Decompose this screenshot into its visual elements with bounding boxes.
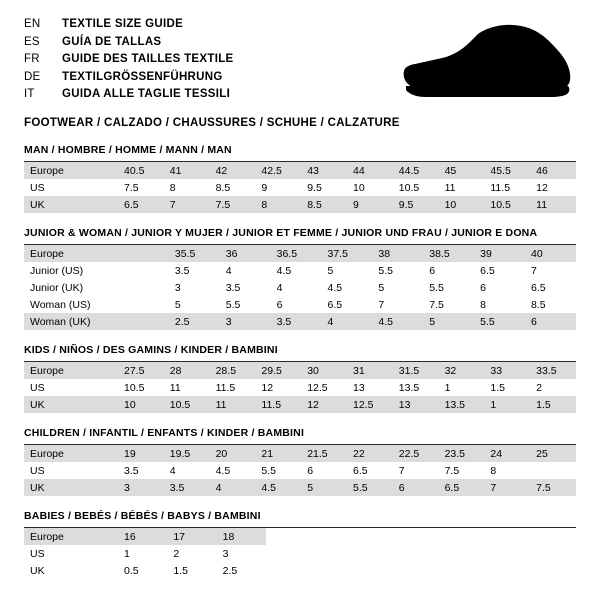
cell: 19.5 xyxy=(164,445,210,462)
row-label: UK xyxy=(24,479,118,496)
table-row xyxy=(24,196,576,213)
cell: 1 xyxy=(484,396,530,413)
cell: 1.5 xyxy=(530,396,576,413)
cell: 31 xyxy=(347,362,393,379)
cell: 37.5 xyxy=(322,245,373,262)
cell: 10.5 xyxy=(164,396,210,413)
table-row xyxy=(24,479,576,496)
language-title: GUIDA ALLE TAGLIE TESSILI xyxy=(62,88,231,100)
size-table-children xyxy=(24,445,576,496)
cell: 21.5 xyxy=(301,445,347,462)
cell: 33 xyxy=(484,362,530,379)
size-table-kids xyxy=(24,362,576,413)
row-label: Junior (UK) xyxy=(24,279,118,296)
cell: 3 xyxy=(220,313,271,330)
table-row xyxy=(24,379,576,396)
cell: 1 xyxy=(439,379,485,396)
row-label: US xyxy=(24,545,118,562)
cell: 12.5 xyxy=(347,396,393,413)
table-row xyxy=(24,162,576,179)
language-code: ES xyxy=(24,35,40,48)
cell: 7.5 xyxy=(423,296,474,313)
section-children xyxy=(24,427,576,496)
row-label: US xyxy=(24,179,118,196)
cell: 44 xyxy=(347,162,393,179)
cell: 2 xyxy=(530,379,576,396)
cell: 45 xyxy=(439,162,485,179)
cell: 12 xyxy=(255,379,301,396)
cell: 5.5 xyxy=(474,313,525,330)
cell: 7 xyxy=(525,262,576,279)
cell: 4.5 xyxy=(255,479,301,496)
cell: 39 xyxy=(474,245,525,262)
cell: 40.5 xyxy=(118,162,164,179)
cell: 24 xyxy=(484,445,530,462)
section-title: MAN / HOMBRE / HOMME / MANN / MAN xyxy=(24,144,576,162)
language-code: IT xyxy=(24,88,35,100)
cell: 3.5 xyxy=(164,479,210,496)
cell: 11 xyxy=(164,379,210,396)
cell: 23.5 xyxy=(439,445,485,462)
language-title: GUÍA DE TALLAS xyxy=(62,35,162,48)
cell: 22.5 xyxy=(393,445,439,462)
cell: 10.5 xyxy=(484,196,530,213)
size-table-babies xyxy=(24,528,266,579)
cell: 1 xyxy=(118,545,167,562)
cell: 35.5 xyxy=(169,245,220,262)
cell: 7.5 xyxy=(530,479,576,496)
cell: 29.5 xyxy=(255,362,301,379)
row-label: Junior (US) xyxy=(24,262,118,279)
cell: 10.5 xyxy=(118,379,164,396)
cell: 6 xyxy=(474,279,525,296)
cell: 10.5 xyxy=(393,179,439,196)
section-babies xyxy=(24,510,576,579)
cell: 12.5 xyxy=(301,379,347,396)
cell: 5 xyxy=(169,296,220,313)
cell: 11.5 xyxy=(255,396,301,413)
cell: 8.5 xyxy=(301,196,347,213)
cell: 10 xyxy=(439,196,485,213)
cell: 6 xyxy=(301,462,347,479)
cell: 38.5 xyxy=(423,245,474,262)
cell: 5.5 xyxy=(423,279,474,296)
cell: 18 xyxy=(217,528,266,545)
cell: 45.5 xyxy=(484,162,530,179)
cell: 8 xyxy=(484,462,530,479)
cell: 19 xyxy=(118,445,164,462)
language-code: EN xyxy=(24,18,41,30)
cell: 31.5 xyxy=(393,362,439,379)
cell: 3 xyxy=(118,479,164,496)
cell: 3 xyxy=(217,545,266,562)
cell: 10 xyxy=(118,396,164,413)
row-label: US xyxy=(24,462,118,479)
table-row xyxy=(24,262,576,279)
cell: 6 xyxy=(271,296,322,313)
cell xyxy=(118,313,169,330)
table-row xyxy=(24,396,576,413)
cell: 4 xyxy=(271,279,322,296)
cell: 7 xyxy=(484,479,530,496)
cell: 36 xyxy=(220,245,271,262)
cell: 1.5 xyxy=(167,562,216,579)
document-header xyxy=(24,18,576,130)
cell: 13 xyxy=(393,396,439,413)
row-label: Woman (US) xyxy=(24,296,118,313)
cell: 8 xyxy=(164,179,210,196)
cell: 11 xyxy=(210,396,256,413)
cell: 8 xyxy=(474,296,525,313)
cell: 6 xyxy=(393,479,439,496)
section-title: CHILDREN / INFANTIL / ENFANTS / KINDER / BAMBINI xyxy=(24,427,576,445)
language-title: TEXTILE SIZE GUIDE xyxy=(62,18,184,30)
row-label: Europe xyxy=(24,245,118,262)
cell: 12 xyxy=(530,179,576,196)
cell: 33.5 xyxy=(530,362,576,379)
cell: 25 xyxy=(530,445,576,462)
cell: 8.5 xyxy=(525,296,576,313)
cell: 16 xyxy=(118,528,167,545)
cell: 21 xyxy=(255,445,301,462)
cell: 5.5 xyxy=(255,462,301,479)
cell: 8.5 xyxy=(210,179,256,196)
cell: 12 xyxy=(301,396,347,413)
cell xyxy=(118,279,169,296)
row-label: Woman (UK) xyxy=(24,313,118,330)
cell: 32 xyxy=(439,362,485,379)
cell: 11 xyxy=(530,196,576,213)
cell: 4 xyxy=(220,262,271,279)
cell: 6.5 xyxy=(322,296,373,313)
cell: 6.5 xyxy=(474,262,525,279)
row-label: UK xyxy=(24,562,118,579)
cell: 5 xyxy=(423,313,474,330)
row-label: Europe xyxy=(24,162,118,179)
cell: 4 xyxy=(322,313,373,330)
cell: 5 xyxy=(372,279,423,296)
category-line: FOOTWEAR / CALZADO / CHAUSSURES / SCHUHE / CALZATURE xyxy=(24,116,400,129)
table-row xyxy=(24,462,576,479)
section-junior-woman xyxy=(24,227,576,330)
section-title: KIDS / NIÑOS / DES GAMINS / KINDER / BAMBINI xyxy=(24,344,576,362)
cell: 9 xyxy=(255,179,301,196)
cell: 3.5 xyxy=(169,262,220,279)
cell: 5.5 xyxy=(347,479,393,496)
cell: 3.5 xyxy=(271,313,322,330)
table-row xyxy=(24,528,266,545)
cell: 7 xyxy=(372,296,423,313)
cell: 11 xyxy=(439,179,485,196)
language-title: TEXTILGRÖSSENFÜHRUNG xyxy=(62,70,223,83)
row-label: US xyxy=(24,379,118,396)
language-title: GUIDE DES TAILLES TEXTILE xyxy=(62,53,234,65)
cell: 28 xyxy=(164,362,210,379)
cell: 11.5 xyxy=(210,379,256,396)
cell: 27.5 xyxy=(118,362,164,379)
cell: 3.5 xyxy=(118,462,164,479)
table-row xyxy=(24,179,576,196)
row-label: Europe xyxy=(24,528,118,545)
table-row xyxy=(24,279,576,296)
size-table-junior-woman xyxy=(24,245,576,330)
table-row xyxy=(24,313,576,330)
cell: 6.5 xyxy=(347,462,393,479)
cell: 42.5 xyxy=(255,162,301,179)
row-label: UK xyxy=(24,396,118,413)
cell xyxy=(118,262,169,279)
cell: 1.5 xyxy=(484,379,530,396)
cell: 38 xyxy=(372,245,423,262)
cell: 7 xyxy=(393,462,439,479)
cell: 42 xyxy=(210,162,256,179)
cell: 5 xyxy=(301,479,347,496)
cell: 20 xyxy=(210,445,256,462)
cell: 3 xyxy=(169,279,220,296)
cell: 36.5 xyxy=(271,245,322,262)
cell: 2.5 xyxy=(217,562,266,579)
cell: 3.5 xyxy=(220,279,271,296)
cell: 5 xyxy=(322,262,373,279)
cell: 5.5 xyxy=(372,262,423,279)
language-code: FR xyxy=(24,53,40,65)
cell: 4.5 xyxy=(372,313,423,330)
cell: 28.5 xyxy=(210,362,256,379)
cell: 17 xyxy=(167,528,216,545)
cell: 10 xyxy=(347,179,393,196)
table-row xyxy=(24,545,266,562)
table-row xyxy=(24,362,576,379)
cell: 4 xyxy=(210,479,256,496)
cell: 6 xyxy=(525,313,576,330)
cell: 30 xyxy=(301,362,347,379)
cell: 8 xyxy=(255,196,301,213)
cell: 2.5 xyxy=(169,313,220,330)
cell: 13 xyxy=(347,379,393,396)
cell: 4.5 xyxy=(210,462,256,479)
table-row xyxy=(24,445,576,462)
row-label: Europe xyxy=(24,362,118,379)
language-code: DE xyxy=(24,70,41,83)
cell: 6.5 xyxy=(439,479,485,496)
cell: 7.5 xyxy=(439,462,485,479)
table-row xyxy=(24,296,576,313)
section-title: JUNIOR & WOMAN / JUNIOR Y MUJER / JUNIOR ET FEMME / JUNIOR UND FRAU / JUNIOR E DONA xyxy=(24,227,576,245)
row-label: Europe xyxy=(24,445,118,462)
cell: 6.5 xyxy=(118,196,164,213)
cell: 4 xyxy=(164,462,210,479)
cell: 4.5 xyxy=(271,262,322,279)
cell: 7.5 xyxy=(118,179,164,196)
cell: 7.5 xyxy=(210,196,256,213)
section-man xyxy=(24,144,576,213)
cell xyxy=(530,462,576,479)
cell: 0.5 xyxy=(118,562,167,579)
cell: 41 xyxy=(164,162,210,179)
cell: 9.5 xyxy=(301,179,347,196)
cell: 43 xyxy=(301,162,347,179)
cell: 46 xyxy=(530,162,576,179)
table-row xyxy=(24,245,576,262)
cell: 9 xyxy=(347,196,393,213)
size-table-man xyxy=(24,162,576,213)
cell: 2 xyxy=(167,545,216,562)
table-row xyxy=(24,562,266,579)
section-title: BABIES / BEBÉS / BÉBÉS / BABYS / BAMBINI xyxy=(24,510,576,528)
cell: 7 xyxy=(164,196,210,213)
cell: 6.5 xyxy=(525,279,576,296)
section-kids xyxy=(24,344,576,413)
cell: 6 xyxy=(423,262,474,279)
cell: 40 xyxy=(525,245,576,262)
cell: 22 xyxy=(347,445,393,462)
cell: 13.5 xyxy=(393,379,439,396)
cell xyxy=(118,245,169,262)
cell: 9.5 xyxy=(393,196,439,213)
cell: 4.5 xyxy=(322,279,373,296)
cell: 11.5 xyxy=(484,179,530,196)
cell xyxy=(118,296,169,313)
row-label: UK xyxy=(24,196,118,213)
cell: 5.5 xyxy=(220,296,271,313)
dress-shoe-silhouette-icon xyxy=(382,24,572,106)
cell: 44.5 xyxy=(393,162,439,179)
cell: 13.5 xyxy=(439,396,485,413)
